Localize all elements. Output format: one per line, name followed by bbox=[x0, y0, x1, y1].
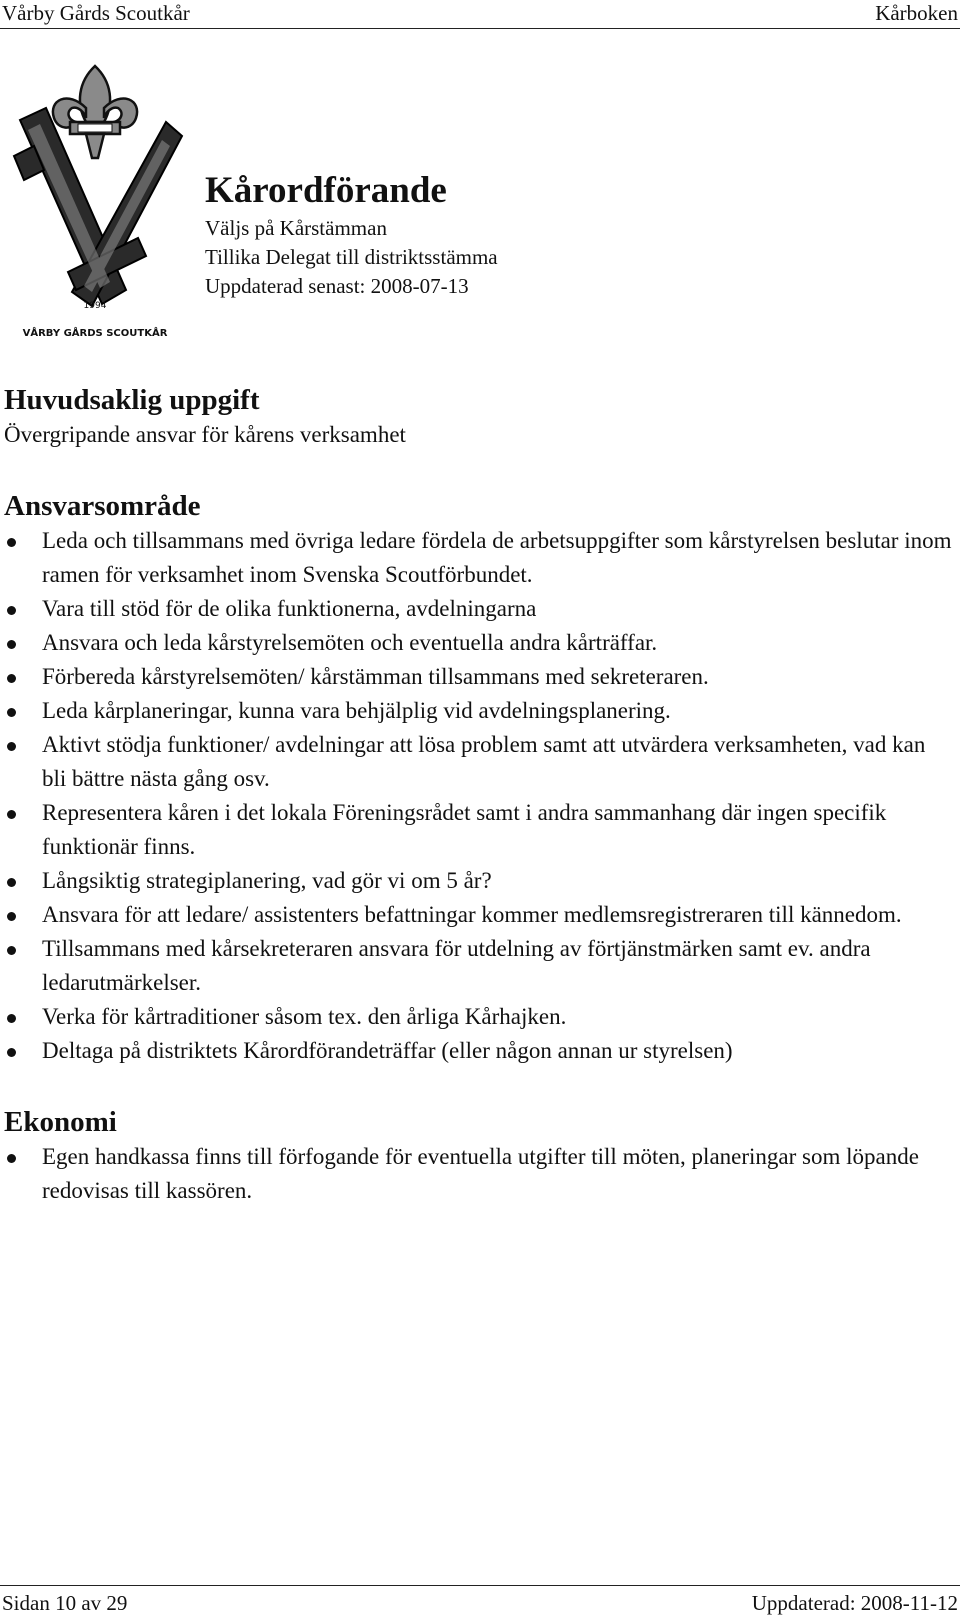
document-body bbox=[4, 382, 954, 1208]
list-item: Leda kårplaneringar, kunna vara behjälplig vid avdelningsplanering. bbox=[4, 694, 954, 728]
main-task-text: Övergripande ansvar för kårens verksamhet bbox=[4, 422, 406, 447]
scout-emblem-icon bbox=[6, 60, 184, 350]
title-line-elected: Väljs på Kårstämman bbox=[205, 216, 387, 240]
list-item: Vara till stöd för de olika funktionerna, avdelningarna bbox=[4, 592, 954, 626]
section-heading-responsibility: Ansvarsområde bbox=[4, 490, 201, 522]
running-footer bbox=[0, 1585, 960, 1616]
list-item: Tillsammans med kårsekreteraren ansvara för utdelning av förtjänstmärken samt ev. andra ledarutmärkelser. bbox=[4, 932, 954, 1000]
economy-list bbox=[4, 1140, 954, 1208]
list-item: Aktivt stödja funktioner/ avdelningar att lösa problem samt att utvärdera verksamheten, vad kan bli bättre nästa gång osv. bbox=[4, 728, 954, 796]
page-title: Kårordförande bbox=[205, 170, 447, 211]
title-line-delegate: Tillika Delegat till distriktsstämma bbox=[205, 245, 498, 269]
list-item: Förbereda kårstyrelsemöten/ kårstämman tillsammans med sekreteraren. bbox=[4, 660, 954, 694]
list-item: Ansvara för att ledare/ assistenters befattningar kommer medlemsregistreraren till kännedom. bbox=[4, 898, 954, 932]
title-block bbox=[205, 168, 498, 301]
footer-updated-date: Uppdaterad: 2008-11-12 bbox=[751, 1591, 958, 1615]
responsibility-list bbox=[4, 524, 954, 1068]
footer-page-number: Sidan 10 av 29 bbox=[2, 1591, 128, 1615]
list-item: Leda och tillsammans med övriga ledare fördela de arbetsuppgifter som kårstyrelsen beslutar inom ramen för verksamhet inom Svenska Scoutförbundet. bbox=[4, 524, 954, 592]
list-item: Långsiktig strategiplanering, vad gör vi om 5 år? bbox=[4, 864, 954, 898]
list-item: Verka för kårtraditioner såsom tex. den årliga Kårhajken. bbox=[4, 1000, 954, 1034]
section-heading-main-task: Huvudsaklig uppgift bbox=[4, 384, 260, 416]
header-organization: Vårby Gårds Scoutkår bbox=[2, 1, 190, 25]
running-header bbox=[0, 0, 960, 29]
list-item: Deltaga på distriktets Kårordförandeträffar (eller någon annan ur styrelsen) bbox=[4, 1034, 954, 1068]
section-heading-economy: Ekonomi bbox=[4, 1106, 117, 1138]
list-item: Ansvara och leda kårstyrelsemöten och eventuella andra kårträffar. bbox=[4, 626, 954, 660]
header-document-title: Kårboken bbox=[875, 1, 958, 25]
list-item: Representera kåren i det lokala Föreningsrådet samt i andra sammanhang där ingen specifik funktionär finns. bbox=[4, 796, 954, 864]
list-item: Egen handkassa finns till förfogande för eventuella utgifter till möten, planeringar som löpande redovisas till kassören. bbox=[4, 1140, 954, 1208]
title-line-updated: Uppdaterad senast: 2008-07-13 bbox=[205, 274, 469, 298]
logo-year: 1994 bbox=[83, 301, 107, 311]
logo-text: VÅRBY GÅRDS SCOUTKÅR bbox=[22, 328, 168, 339]
